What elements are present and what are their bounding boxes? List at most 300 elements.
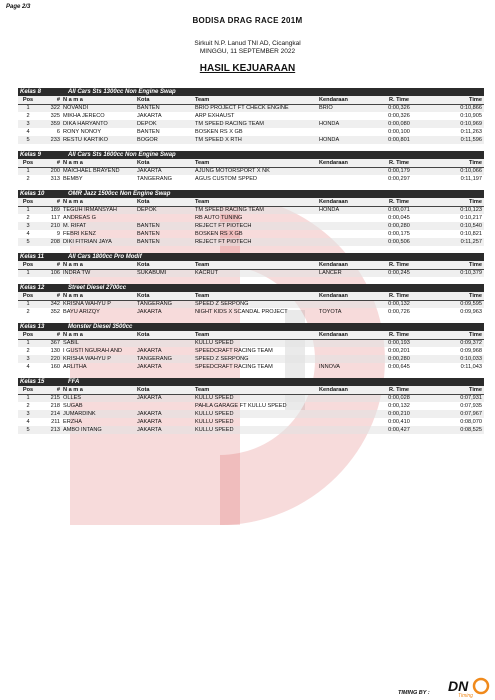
cell-kendaraan [319, 128, 374, 136]
column-header-team: Team [195, 159, 319, 167]
class-section [18, 88, 484, 144]
column-header-rtime: R. Time [374, 96, 424, 104]
timing-label: TIMING BY : [398, 690, 430, 696]
class-section [18, 151, 484, 183]
cell-no: 9 [56, 231, 60, 237]
table-row [18, 426, 484, 434]
cell-pos: 5 [18, 238, 38, 246]
event-title: BODISA DRAG RACE 201M [192, 16, 303, 25]
column-header-nama: N a m a [63, 96, 137, 104]
cell-no: 130 [50, 348, 60, 354]
column-header-kota: Kota [137, 331, 195, 339]
column-header-kendaraan: Kendaraan [319, 159, 374, 167]
class-name: All Cars Sts 1600cc Non Engine Swap [68, 152, 176, 158]
cell-kendaraan [319, 355, 374, 363]
column-header-kendaraan: Kendaraan [319, 292, 374, 300]
column-header-kendaraan: Kendaraan [319, 331, 374, 339]
cell-no: 352 [50, 309, 60, 315]
class-section [18, 284, 484, 316]
table-row [18, 410, 484, 418]
cell-time: 0:09,372 [424, 339, 484, 347]
results-table [18, 96, 484, 144]
cell-team: RB AUTO TUNING [195, 215, 243, 221]
cell-pos: 1 [18, 167, 38, 175]
class-header [18, 323, 484, 331]
cell-rtime: 0:00,201 [388, 348, 410, 354]
cell-kendaraan [319, 426, 374, 434]
column-header-kota: Kota [137, 159, 195, 167]
cell-nama: DIKI FITRIAN JAYA [63, 238, 137, 246]
column-header-rtime: R. Time [374, 292, 424, 300]
class-header [18, 253, 484, 261]
column-header-team: Team [195, 331, 319, 339]
column-header-pos: Pos [18, 159, 38, 167]
cell-kendaraan: HONDA [319, 120, 374, 128]
cell-no: 189 [38, 206, 63, 214]
cell-kota: JAKARTA [137, 167, 195, 175]
cell-pos: 1 [18, 300, 38, 308]
cell-no: 359 [38, 120, 63, 128]
cell-rtime: 0:00,297 [388, 176, 410, 182]
cell-nama: NOVANDI [63, 104, 137, 112]
cell-kendaraan [319, 418, 374, 426]
cell-pos: 1 [18, 339, 38, 347]
cell-team: KULLU SPEED [195, 419, 234, 425]
column-header-nama: N a m a [63, 198, 137, 206]
cell-kota: BANTEN [137, 222, 195, 230]
cell-time: 0:10,821 [460, 231, 482, 237]
cell-rtime: 0:00,427 [374, 426, 424, 434]
cell-rtime: 0:00,132 [388, 403, 410, 409]
cell-kota: BOGOR [137, 136, 195, 144]
cell-kota: DEPOK [137, 120, 195, 128]
cell-rtime: 0:00,726 [388, 309, 410, 315]
table-row [18, 214, 484, 222]
cell-kota: JAKARTA [137, 364, 162, 370]
cell-rtime: 0:00,410 [388, 419, 410, 425]
svg-text:DN: DN [448, 678, 469, 694]
table-row [18, 347, 484, 355]
cell-time: 0:11,596 [424, 136, 484, 144]
cell-time: 0:08,070 [460, 419, 482, 425]
cell-kendaraan [319, 214, 374, 222]
cell-kendaraan [319, 300, 374, 308]
cell-rtime: 0:00,080 [374, 120, 424, 128]
cell-kendaraan [319, 347, 374, 355]
column-header-kendaraan: Kendaraan [319, 198, 374, 206]
cell-time: 0:10,217 [460, 215, 482, 221]
cell-time: 0:08,525 [424, 426, 484, 434]
cell-kendaraan: HONDA [319, 136, 374, 144]
cell-rtime: 0:00,100 [388, 129, 410, 135]
column-header-row [18, 198, 484, 206]
cell-kendaraan [319, 402, 374, 410]
table-row [18, 238, 484, 246]
column-header-row [18, 159, 484, 167]
cell-time: 0:10,540 [424, 222, 484, 230]
cell-kota: JAKARTA [137, 348, 162, 354]
cell-time: 0:09,595 [424, 300, 484, 308]
cell-kendaraan [319, 230, 374, 238]
cell-rtime: 0:00,645 [388, 364, 410, 370]
class-name: Street Diesel 2700cc [68, 285, 127, 291]
cell-nama: INDRA TW [63, 269, 137, 277]
cell-kendaraan [319, 112, 374, 120]
column-header-no: # [38, 261, 63, 269]
class-header [18, 88, 484, 96]
cell-time: 0:11,043 [460, 364, 482, 370]
cell-pos: 3 [18, 355, 38, 363]
cell-time: 0:10,379 [424, 269, 484, 277]
table-row [18, 175, 484, 183]
cell-time: 0:07,967 [424, 410, 484, 418]
cell-pos: 4 [26, 129, 30, 135]
cell-time: 0:10,866 [424, 104, 484, 112]
cell-time: 0:07,935 [460, 403, 482, 409]
cell-team: BOSKEN RS X GB [195, 231, 243, 237]
column-header-time: Time [424, 386, 484, 394]
table-row [18, 120, 484, 128]
cell-nama: BAYU ARIZQY [63, 309, 100, 315]
cell-team: NIGHT KIDS X SCANDAL PROJECT [195, 309, 288, 315]
cell-no: 117 [51, 215, 60, 221]
column-header-time: Time [424, 331, 484, 339]
column-header-team: Team [195, 96, 319, 104]
column-header-nama: N a m a [63, 331, 137, 339]
cell-kendaraan: TOYOTA [319, 309, 342, 315]
cell-no: 106 [38, 269, 63, 277]
column-header-time: Time [424, 261, 484, 269]
column-header-rtime: R. Time [374, 331, 424, 339]
class-section [18, 378, 484, 434]
cell-time: 0:09,968 [460, 348, 482, 354]
cell-rtime: 0:00,132 [374, 300, 424, 308]
cell-nama: TEGUH IRMANSYAH [63, 206, 137, 214]
cell-time: 0:11,257 [424, 238, 484, 246]
cell-pos: 1 [18, 394, 38, 402]
cell-no: 200 [38, 167, 63, 175]
cell-nama: BEMBY [63, 176, 83, 182]
class-name: Monster Diesel 3500cc [68, 324, 133, 330]
class-header [18, 151, 484, 159]
cell-nama: DIKA HARYANTO [63, 120, 137, 128]
column-header-pos: Pos [18, 96, 38, 104]
column-header-nama: N a m a [63, 261, 137, 269]
cell-time: 0:11,197 [460, 176, 482, 182]
column-header-no: # [38, 198, 63, 206]
table-row [18, 402, 484, 410]
class-number: Kelas 10 [20, 191, 45, 197]
cell-pos: 3 [18, 410, 38, 418]
column-header-kendaraan: Kendaraan [319, 261, 374, 269]
column-header-pos: Pos [18, 198, 38, 206]
cell-team: SPEED Z SERPONG [195, 355, 319, 363]
cell-kendaraan: HONDA [319, 206, 374, 214]
cell-kota: BANTEN [137, 104, 195, 112]
column-header-kota: Kota [137, 198, 195, 206]
cell-time: 0:10,066 [424, 167, 484, 175]
cell-no: 214 [38, 410, 63, 418]
cell-no: 211 [51, 419, 60, 425]
page-number: Page 2/3 [6, 4, 31, 10]
table-row [18, 300, 484, 308]
class-number: Kelas 13 [20, 324, 45, 330]
results-list [18, 88, 484, 441]
cell-no: 322 [38, 104, 63, 112]
cell-pos: 1 [18, 206, 38, 214]
column-header-row [18, 331, 484, 339]
column-header-kota: Kota [137, 261, 195, 269]
cell-no: 213 [38, 426, 63, 434]
cell-kendaraan [319, 238, 374, 246]
column-header-row [18, 96, 484, 104]
cell-kota: JAKARTA [137, 419, 162, 425]
column-header-kota: Kota [137, 292, 195, 300]
cell-pos: 5 [18, 426, 38, 434]
cell-no: 160 [50, 364, 60, 370]
column-header-team: Team [195, 386, 319, 394]
column-header-pos: Pos [18, 331, 38, 339]
cell-time: 0:10,969 [424, 120, 484, 128]
column-header-no: # [38, 331, 63, 339]
cell-nama: I GUSTI NGURAH AND [63, 348, 123, 354]
cell-pos: 1 [18, 269, 38, 277]
table-row [18, 394, 484, 402]
results-table [18, 159, 484, 183]
cell-no: 233 [38, 136, 63, 144]
cell-nama: AMBO INTANG [63, 426, 137, 434]
cell-team: TM SPEED RACING TEAM [195, 206, 319, 214]
cell-kendaraan [319, 394, 374, 402]
column-header-team: Team [195, 292, 319, 300]
cell-rtime: 0:00,210 [374, 410, 424, 418]
cell-kendaraan [319, 410, 374, 418]
cell-no: 6 [56, 129, 60, 135]
cell-nama: KRISHA WAHYU P [63, 355, 137, 363]
cell-kendaraan [319, 167, 374, 175]
table-row [18, 136, 484, 144]
column-header-rtime: R. Time [374, 386, 424, 394]
table-row [18, 206, 484, 214]
class-number: Kelas 15 [20, 379, 45, 385]
results-table [18, 261, 484, 277]
cell-nama: SABIL [63, 339, 137, 347]
cell-no: 215 [38, 394, 63, 402]
cell-no: 208 [38, 238, 63, 246]
cell-team: BOSKEN RS X GB [195, 129, 243, 135]
cell-pos: 2 [26, 348, 30, 354]
class-number: Kelas 11 [20, 254, 44, 260]
class-section [18, 190, 484, 246]
cell-team: AGUS CUSTOM SPPED [195, 176, 258, 182]
cell-rtime: 0:00,326 [374, 104, 424, 112]
cell-rtime: 0:00,801 [374, 136, 424, 144]
column-header-no: # [38, 386, 63, 394]
cell-team: TM SPEED X RTH [195, 136, 319, 144]
class-name: All Cars 1800cc Pro Modif [68, 254, 142, 260]
cell-pos: 2 [26, 215, 30, 221]
class-header [18, 190, 484, 198]
cell-rtime: 0:00,193 [374, 339, 424, 347]
cell-kendaraan: INNOVA [319, 364, 341, 370]
cell-pos: 3 [18, 222, 38, 230]
cell-team: SPEED Z SERPONG [195, 300, 319, 308]
cell-rtime: 0:00,028 [374, 394, 424, 402]
event-date: MINGGU, 11 SEPTEMBER 2022 [199, 48, 296, 55]
column-header-row [18, 261, 484, 269]
class-header [18, 378, 484, 386]
cell-kendaraan [319, 175, 374, 183]
cell-nama: ANDREAS G [63, 215, 96, 221]
cell-kota: DEPOK [137, 206, 195, 214]
cell-no: 220 [38, 355, 63, 363]
cell-kota: JAKARTA [137, 410, 195, 418]
svg-text:Timing: Timing [458, 693, 473, 698]
table-row [18, 418, 484, 426]
column-header-nama: N a m a [63, 159, 137, 167]
cell-nama: SUGAB [63, 403, 83, 409]
cell-pos: 3 [18, 120, 38, 128]
cell-time: 0:10,033 [424, 355, 484, 363]
cell-team: KULLU SPEED [195, 410, 319, 418]
column-header-time: Time [424, 159, 484, 167]
cell-nama: M. RIFAT [63, 222, 137, 230]
cell-pos: 2 [26, 309, 30, 315]
results-table [18, 386, 484, 434]
table-row [18, 104, 484, 112]
cell-pos: 2 [26, 403, 30, 409]
cell-pos: 2 [26, 113, 30, 119]
cell-nama: ERZHA [63, 419, 82, 425]
column-header-row [18, 386, 484, 394]
class-section [18, 253, 484, 277]
cell-team: BRIO PROJECT FT CHECK ENGINE [195, 104, 319, 112]
cell-kota: TANGERANG [137, 300, 195, 308]
cell-pos: 4 [26, 364, 30, 370]
cell-kota [137, 214, 195, 222]
column-header-team: Team [195, 261, 319, 269]
result-heading: HASIL KEJUARAAN [199, 63, 296, 74]
cell-kendaraan: LANCER [319, 269, 374, 277]
cell-kendaraan [319, 339, 374, 347]
cell-kota: BANTEN [137, 231, 160, 237]
table-row [18, 363, 484, 371]
cell-rtime: 0:00,280 [374, 222, 424, 230]
cell-nama: OLLES [63, 394, 137, 402]
cell-kota: TANGERANG [137, 176, 173, 182]
cell-no: 325 [50, 113, 60, 119]
cell-rtime: 0:00,280 [374, 355, 424, 363]
timing-logo [446, 676, 492, 698]
column-header-no: # [38, 292, 63, 300]
cell-no: 367 [38, 339, 63, 347]
cell-rtime: 0:00,179 [374, 167, 424, 175]
cell-team: AJUNG MOTORSPORT X NK [195, 167, 319, 175]
cell-kendaraan [319, 222, 374, 230]
cell-pos: 2 [26, 176, 30, 182]
class-name: All Cars Sts 1300cc Non Engine Swap [68, 89, 176, 95]
cell-team: KACRUT [195, 269, 319, 277]
table-row [18, 167, 484, 175]
class-header [18, 284, 484, 292]
class-name: OMR Jazz 1500cc Non Engine Swap [68, 191, 171, 197]
cell-rtime: 0:00,245 [374, 269, 424, 277]
column-header-row [18, 292, 484, 300]
column-header-nama: N a m a [63, 386, 137, 394]
column-header-kendaraan: Kendaraan [319, 96, 374, 104]
cell-team: PAHLA GARAGE FT KULLU SPEED [195, 403, 287, 409]
cell-team: KULLU SPEED [195, 339, 319, 347]
column-header-team: Team [195, 198, 319, 206]
class-number: Kelas 8 [20, 89, 42, 95]
cell-nama: ARLITHA [63, 364, 87, 370]
cell-time: 0:09,963 [460, 309, 482, 315]
cell-kota: BANTEN [137, 238, 195, 246]
cell-pos: 1 [18, 104, 38, 112]
cell-rtime: 0:00,045 [388, 215, 410, 221]
column-header-pos: Pos [18, 292, 38, 300]
table-row [18, 339, 484, 347]
class-number: Kelas 9 [20, 152, 42, 158]
cell-kota [137, 402, 195, 410]
cell-nama: MIKHA JERECO [63, 113, 105, 119]
column-header-kota: Kota [137, 386, 195, 394]
cell-kota: JAKARTA [137, 113, 162, 119]
cell-team: ARP EXHAUST [195, 113, 235, 119]
cell-no: 313 [50, 176, 60, 182]
table-row [18, 230, 484, 238]
cell-kota: BANTEN [137, 129, 160, 135]
cell-kendaraan: BRIO [319, 104, 374, 112]
table-row [18, 355, 484, 363]
column-header-pos: Pos [18, 386, 38, 394]
cell-kota [137, 339, 195, 347]
column-header-rtime: R. Time [374, 198, 424, 206]
table-row [18, 222, 484, 230]
table-row [18, 128, 484, 136]
cell-no: 210 [38, 222, 63, 230]
class-number: Kelas 12 [20, 285, 45, 291]
column-header-rtime: R. Time [374, 159, 424, 167]
column-header-no: # [38, 96, 63, 104]
class-name: FFA [68, 379, 80, 385]
class-section [18, 323, 484, 371]
cell-team: KULLU SPEED [195, 426, 319, 434]
cell-nama: MAICHAEL BRAYEND [63, 167, 137, 175]
cell-no: 218 [50, 403, 60, 409]
column-header-time: Time [424, 198, 484, 206]
cell-team: REJECT FT PIOTECH [195, 238, 319, 246]
column-header-kota: Kota [137, 96, 195, 104]
cell-rtime: 0:00,326 [388, 113, 410, 119]
cell-no: 342 [38, 300, 63, 308]
results-table [18, 292, 484, 316]
cell-team: SPEEDCRAFT RACING TEAM [195, 348, 273, 354]
cell-pos: 5 [18, 136, 38, 144]
cell-kota: JAKARTA [137, 426, 195, 434]
results-table [18, 331, 484, 371]
cell-team: SPEEDCRAFT RACING TEAM [195, 364, 273, 370]
cell-pos: 4 [26, 231, 30, 237]
column-header-rtime: R. Time [374, 261, 424, 269]
cell-nama: RONY NONOY [63, 129, 102, 135]
cell-kota: JAKARTA [137, 309, 162, 315]
cell-time: 0:07,931 [424, 394, 484, 402]
cell-team: TM SPEED RACING TEAM [195, 120, 319, 128]
column-header-time: Time [424, 292, 484, 300]
cell-nama: KRISNA WAHYU P [63, 300, 137, 308]
cell-nama: RESTU KARTIKO [63, 136, 137, 144]
